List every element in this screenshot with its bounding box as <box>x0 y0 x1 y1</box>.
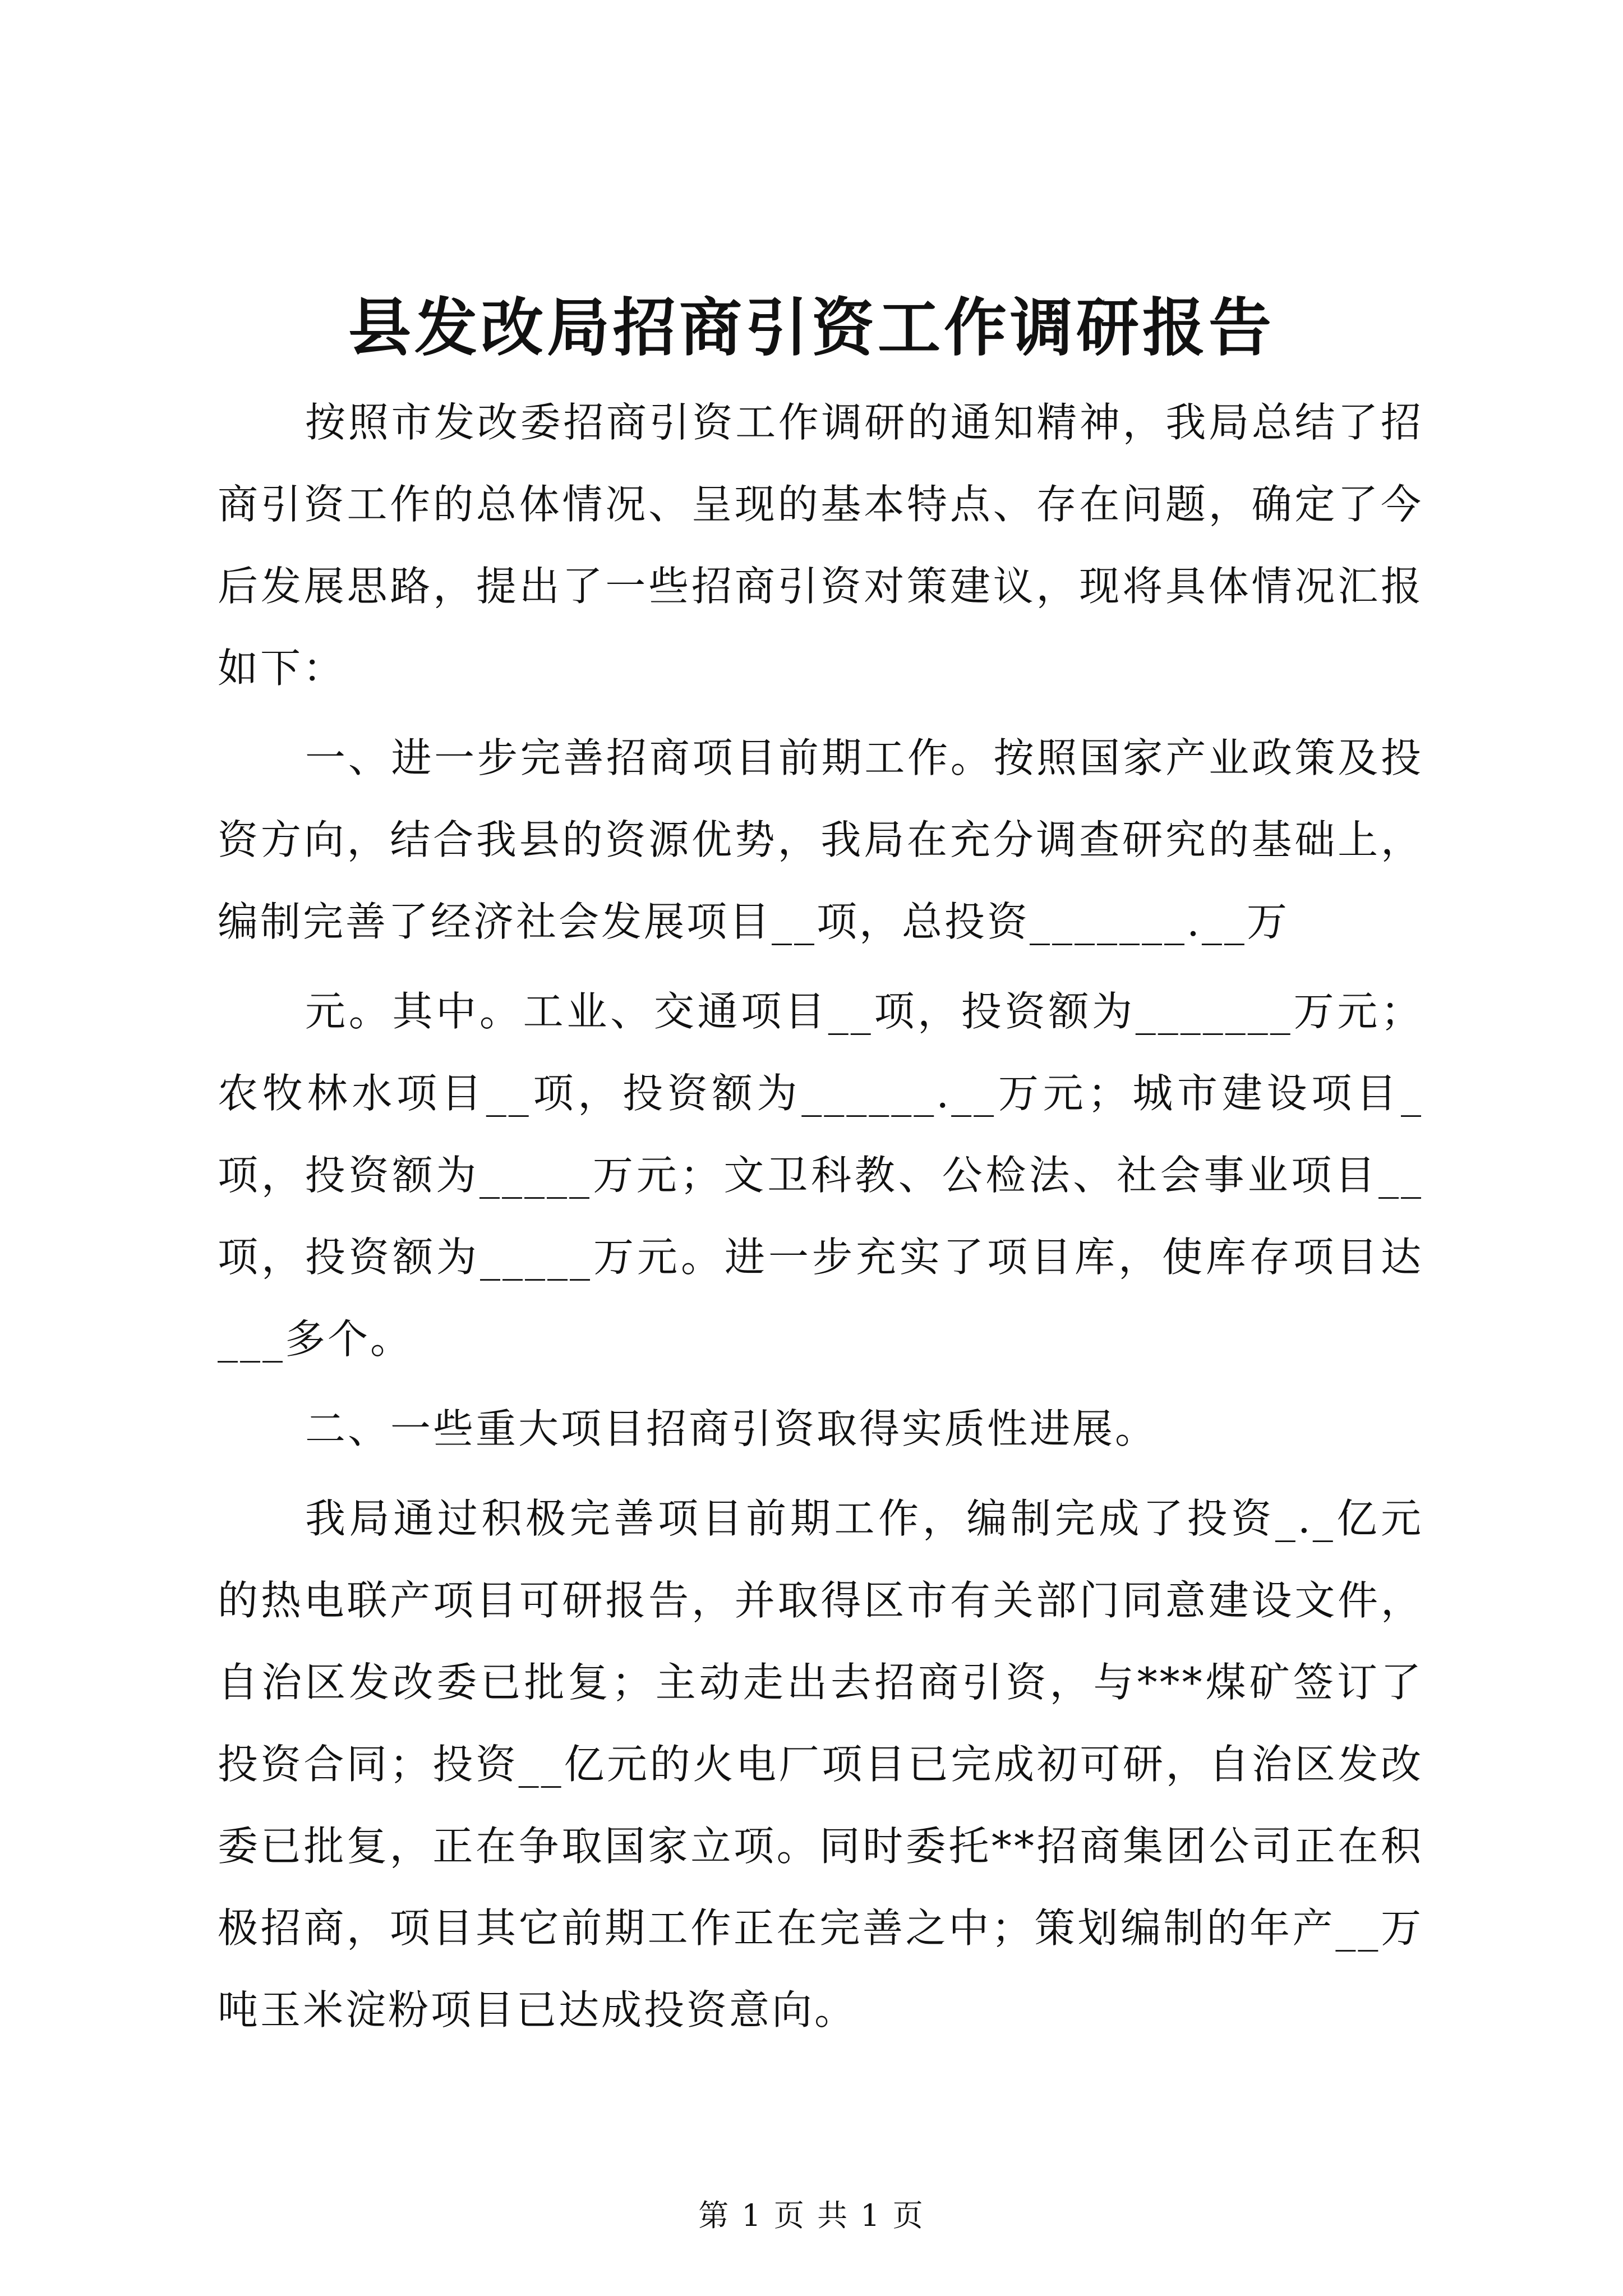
paragraph-section-1: 一、进一步完善招商项目前期工作。按照国家产业政策及投资方向，结合我县的资源优势，我局在充分调查研究的基础上，编制完善了经济社会发展项目__项，总投资_______.__万 <box>218 734 1423 945</box>
document-title: 县发改局招商引资工作调研报告 <box>348 291 1275 365</box>
paragraph-section-2: 我局通过积极完善项目前期工作，编制完成了投资_._亿元的热电联产项目可研报告，并取得区市有关部门同意建设文件，自治区发改委已批复；主动走出去招商引资，与***煤矿签订了投资合同；投资__亿元的火电厂项目已完成初可研，自治区发改委已批复，正在争取国家立项。同时委托**招商集团公司正在积极招商，项目其它前期工作正在完善之中；策划编制的年产__万吨玉米淀粉项目已达成投资意向。 <box>218 1495 1423 2033</box>
paragraph-section-2-heading: 二、一些重大项目招商引资取得实质性进展。 <box>305 1405 1158 1452</box>
document-body <box>218 381 1423 2059</box>
paragraph-section-1-details: 元。其中。工业、交通项目__项，投资额为_______万元；农牧林水项目__项，投资额为______.__万元；城市建设项目_项，投资额为_____万元；文卫科教、公检法、社会事业项目__项，投资额为_____万元。进一步充实了项目库，使库存项目达___多个。 <box>218 988 1423 1363</box>
paragraph-intro: 按照市发改委招商引资工作调研的通知精神，我局总结了招商引资工作的总体情况、呈现的基本特点、存在问题，确定了今后发展思路，提出了一些招商引资对策建议，现将具体情况汇报如下： <box>218 399 1423 692</box>
page-number-footer: 第 1 页 共 1 页 <box>698 2198 925 2233</box>
